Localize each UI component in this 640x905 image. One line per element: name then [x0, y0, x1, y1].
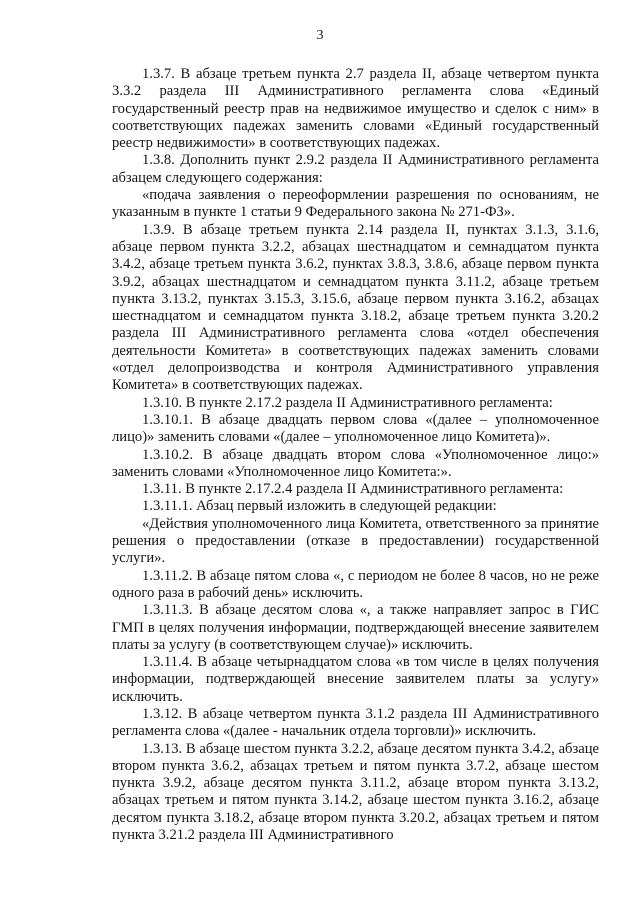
page-number: 3	[316, 28, 324, 43]
paragraph-1-3-8-quote: «подача заявления о переоформлении разрешения по основаниям, не указанным в пункте 1 статьи 9 Федерального закона № 271-ФЗ».	[112, 187, 599, 221]
document-body	[112, 66, 599, 844]
paragraph-1-3-13: 1.3.13. В абзаце шестом пункта 3.2.2, абзаце десятом пункта 3.4.2, абзаце втором пункта 3.6.2, абзацах третьем и пятом пункта 3.7.2, абзаце шестом пункта 3.9.2, абзаце десятом пункта 3.11.2, абзаце втором пункта 3.13.2, абзацах третьем и пятом пункта 3.14.2, абзаце шестом пункта 3.16.2, абзаце десятом пункта 3.18.2, абзаце втором пункта 3.20.2, абзацах третьем и пятом пункта 3.21.2 раздела III Административного	[112, 740, 599, 844]
paragraph-1-3-11-1: 1.3.11.1. Абзац первый изложить в следующей редакции:	[142, 498, 497, 515]
paragraph-1-3-10-2: 1.3.10.2. В абзаце двадцать втором слова «Уполномоченное лицо:» заменить словами «Уполномоченное лицо Комитета:».	[112, 446, 599, 480]
paragraph-1-3-10: 1.3.10. В пункте 2.17.2 раздела II Административного регламента:	[142, 394, 553, 411]
paragraph-1-3-12: 1.3.12. В абзаце четвертом пункта 3.1.2 раздела III Административного регламента слова «(далее - начальник отдела торговли)» исключить.	[112, 705, 599, 740]
paragraph-1-3-11-2: 1.3.11.2. В абзаце пятом слова «, с периодом не более 8 часов, но не реже одного раза в рабочий день» исключить.	[112, 567, 599, 601]
paragraph-1-3-9: 1.3.9. В абзаце третьем пункта 2.14 раздела II, пунктах 3.1.3, 3.1.6, абзаце первом пункта 3.2.2, абзацах шестнадцатом и семнадцатом пункта 3.4.2, абзаце третьем пункта 3.6.2, пунктах 3.8.3, 3.8.6, абзаце первом пункта 3.9.2, абзацах шестнадцатом и семнадцатом пункта 3.11.2, абзаце третьем пункта 3.13.2, пунктах 3.15.3, 3.15.6, абзаце первом пункта 3.16.2, абзацах шестнадцатом и семнадцатом пункта 3.18.2, абзаце третьем пункта 3.20.2 раздела III Административного регламента слова «отдел обеспечения деятельности Комитета» в соответствующих падежах заменить словами «отдел делопроизводства и контроля Административного управления Комитета» в соответствующих падежах.	[112, 221, 599, 394]
paragraph-1-3-8: 1.3.8. Дополнить пункт 2.9.2 раздела II Административного регламента абзацем следующего содержания:	[112, 152, 599, 186]
paragraph-1-3-11-4: 1.3.11.4. В абзаце четырнадцатом слова «в том числе в целях получения информации, подтверждающей внесение заявителем платы за услугу» исключить.	[112, 654, 599, 705]
paragraph-1-3-11: 1.3.11. В пункте 2.17.2.4 раздела II Административного регламента:	[142, 481, 564, 498]
paragraph-1-3-11-1-quote: «Действия уполномоченного лица Комитета, ответственного за принятие решения о предоставлении (отказе в предоставлении) государственной услуги».	[112, 515, 599, 567]
paragraph-1-3-7: 1.3.7. В абзаце третьем пункта 2.7 раздела II, абзаце четвертом пункта 3.3.2 раздела III Административного регламента слова «Единый государственный реестр прав на недвижимое имущество и сделок с ним» в соответствующих падежах заменить словами «Единый государственный реестр недвижимости» в соответствующих падежах.	[112, 66, 599, 152]
paragraph-1-3-11-3: 1.3.11.3. В абзаце десятом слова «, а также направляет запрос в ГИС ГМП в целях получения информации, подтверждающей внесение заявителем платы за услугу (в соответствующем случае)» исключить.	[112, 602, 599, 653]
paragraph-1-3-10-1: 1.3.10.1. В абзаце двадцать первом слова «(далее – уполномоченное лицо)» заменить словами «(далее – уполномоченное лицо Комитета)».	[112, 411, 599, 446]
